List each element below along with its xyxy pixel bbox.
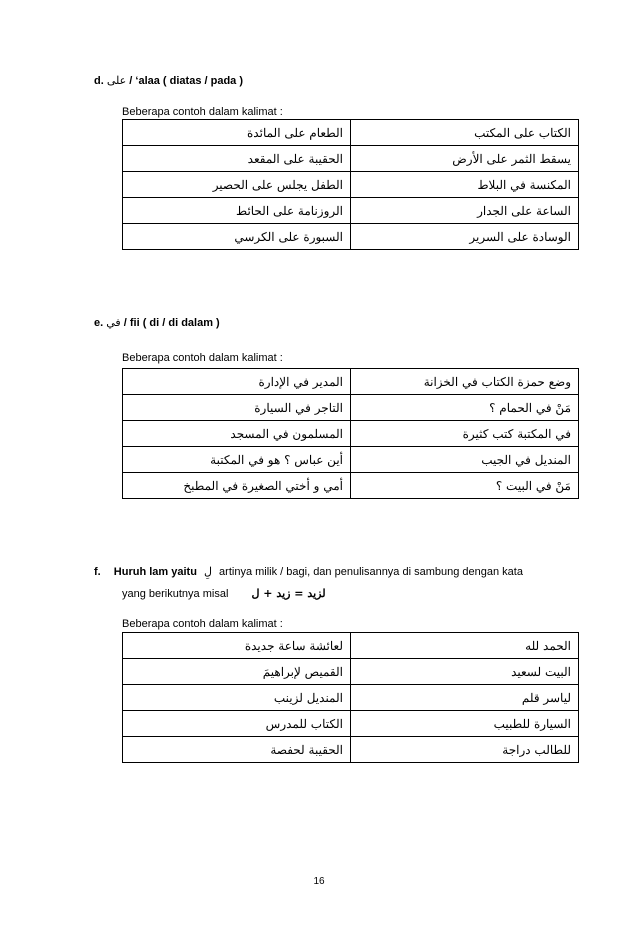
- table-row: [123, 737, 579, 763]
- section-d-meaning: ( diatas / pada ): [162, 75, 243, 87]
- table-row: [123, 146, 579, 172]
- table-row: [123, 633, 579, 659]
- table-cell: أين عباس ؟ هو في المكتبة: [123, 447, 351, 473]
- table-cell: مَنْ في الحمام ؟: [351, 395, 579, 421]
- table-cell: للطالب دراجة: [351, 737, 579, 763]
- table-row: [123, 172, 579, 198]
- table-cell: السبورة على الكرسي: [123, 224, 351, 250]
- section-f-subtitle: Beberapa contoh dalam kalimat :: [122, 618, 283, 630]
- table-cell: لعائشة ساعة جديدة: [123, 633, 351, 659]
- table-cell: يسقط الثمر على الأرض: [351, 146, 579, 172]
- table-row: [123, 395, 579, 421]
- table-row: [123, 659, 579, 685]
- table-cell: الحمد لله: [351, 633, 579, 659]
- table-cell: المدير في الإدارة: [123, 369, 351, 395]
- table-row: [123, 685, 579, 711]
- table-cell: في المكتبة كتب كثيرة: [351, 421, 579, 447]
- section-f-heading: [94, 565, 523, 578]
- table-row: [123, 120, 579, 146]
- table-cell: المنديل لزينب: [123, 685, 351, 711]
- section-e-table: [122, 368, 579, 499]
- table-cell: مَنْ في البيت ؟: [351, 473, 579, 499]
- section-d-title: / ‘alaa: [129, 75, 160, 87]
- section-f-table: [122, 632, 579, 763]
- section-d-heading: [94, 74, 243, 87]
- section-f-line2-row: [122, 587, 326, 600]
- table-cell: الطعام على المائدة: [123, 120, 351, 146]
- table-cell: الروزنامة على الحائط: [123, 198, 351, 224]
- section-d-subtitle: Beberapa contoh dalam kalimat :: [122, 106, 283, 118]
- table-cell: السيارة للطبيب: [351, 711, 579, 737]
- section-e-arabic: في: [106, 316, 121, 329]
- page-number: 16: [313, 876, 325, 887]
- section-e-subtitle: Beberapa contoh dalam kalimat :: [122, 352, 283, 364]
- table-cell: وضع حمزة الكتاب في الخزانة: [351, 369, 579, 395]
- table-cell: الطفل يجلس على الحصير: [123, 172, 351, 198]
- section-d-letter: d.: [94, 75, 104, 87]
- table-cell: المسلمون في المسجد: [123, 421, 351, 447]
- section-f-example: لزيد = زيد + ل: [251, 587, 326, 600]
- section-f-title: Huruh lam yaitu: [113, 566, 197, 578]
- section-e-title: / fii: [123, 317, 140, 329]
- section-d-arabic: على: [106, 74, 127, 87]
- table-cell: الكتاب على المكتب: [351, 120, 579, 146]
- table-cell: الساعة على الجدار: [351, 198, 579, 224]
- table-row: [123, 473, 579, 499]
- table-cell: البيت لسعيد: [351, 659, 579, 685]
- table-cell: الحقيبة لحفصة: [123, 737, 351, 763]
- table-cell: الوسادة على السرير: [351, 224, 579, 250]
- table-cell: أمي و أختي الصغيرة في المطبخ: [123, 473, 351, 499]
- table-cell: المنديل في الجيب: [351, 447, 579, 473]
- section-e-letter: e.: [94, 317, 104, 329]
- section-f-line2: yang berikutnya misal: [122, 588, 229, 600]
- section-f-letter: f.: [94, 566, 101, 578]
- table-cell: الحقيبة على المقعد: [123, 146, 351, 172]
- table-cell: التاجر في السيارة: [123, 395, 351, 421]
- table-row: [123, 198, 579, 224]
- section-d-table: [122, 119, 579, 250]
- section-f-arabic: لِ: [203, 565, 212, 578]
- table-cell: لياسر قلم: [351, 685, 579, 711]
- table-cell: الكتاب للمدرس: [123, 711, 351, 737]
- table-row: [123, 224, 579, 250]
- section-e-meaning: ( di / di dalam ): [142, 317, 220, 329]
- table-cell: القميص لإبراهيمَ: [123, 659, 351, 685]
- section-f-text: artinya milik / bagi, dan penulisannya di sambung dengan kata: [219, 566, 523, 578]
- table-cell: المكنسة في البلاط: [351, 172, 579, 198]
- table-row: [123, 447, 579, 473]
- table-row: [123, 711, 579, 737]
- table-row: [123, 369, 579, 395]
- section-e-heading: [94, 316, 220, 329]
- table-row: [123, 421, 579, 447]
